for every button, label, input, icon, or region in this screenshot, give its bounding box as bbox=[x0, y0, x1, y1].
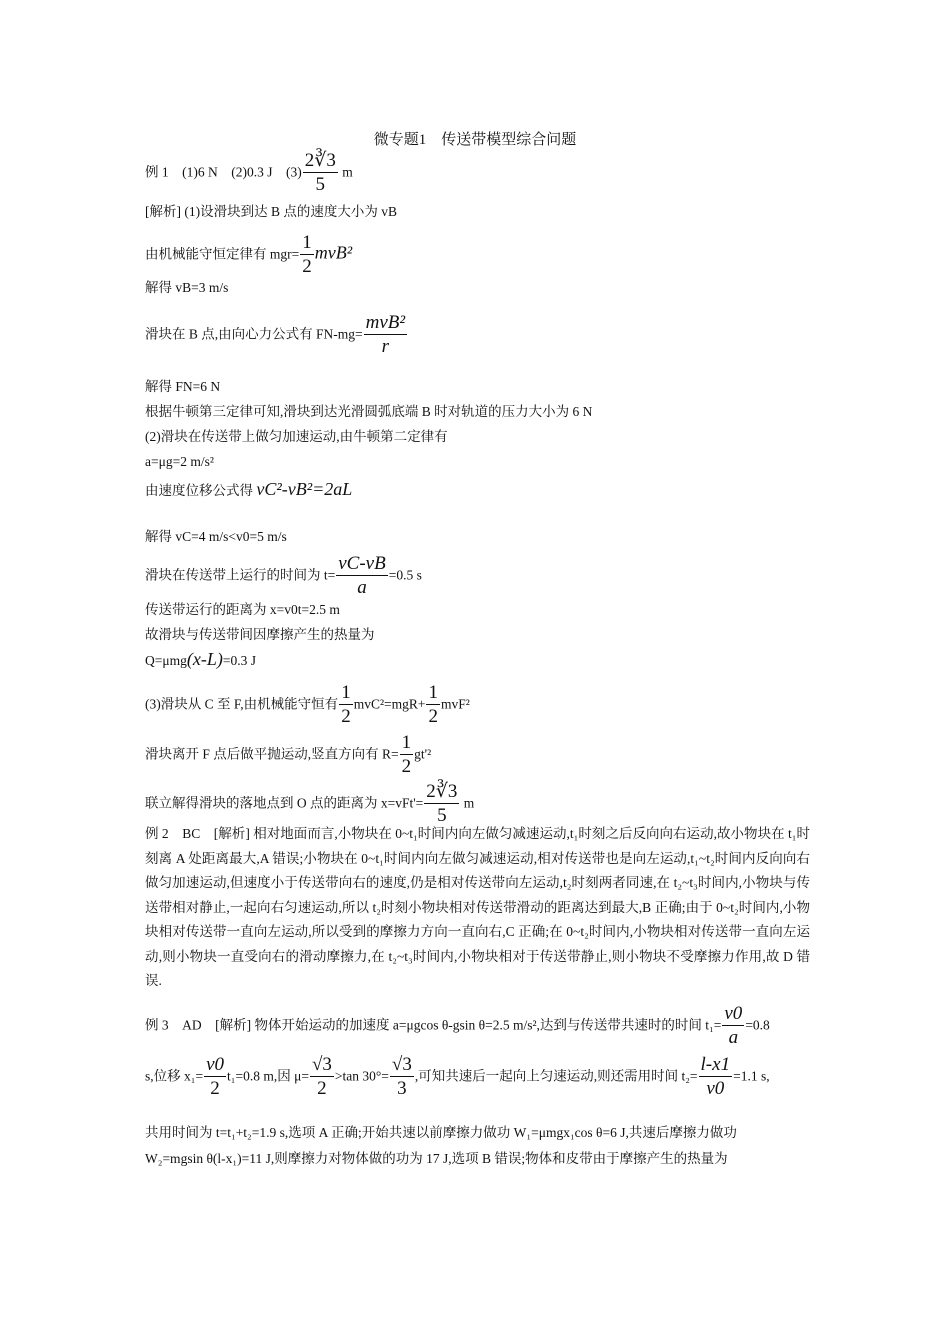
ex1-l5: 解得 FN=6 N bbox=[145, 379, 221, 394]
ex1-head-line bbox=[145, 150, 353, 197]
ex1-l14 bbox=[145, 650, 256, 670]
ex1-l2 bbox=[145, 232, 352, 279]
ex1-l7: (2)滑块在传送带上做匀加速运动,由牛顿第二定律有 bbox=[145, 429, 448, 444]
ex3-l1 bbox=[145, 1003, 770, 1050]
frac-num: mvB² bbox=[365, 312, 406, 333]
frac-den: 2 bbox=[428, 706, 438, 727]
ex3-l2-frac3 bbox=[390, 1054, 414, 1101]
ex1-l12: 传送带运行的距离为 x=v0t=2.5 m bbox=[145, 602, 340, 617]
page-title: 微专题1 传送带模型综合问题 bbox=[373, 132, 577, 148]
ex1-l2b: mvB² bbox=[314, 242, 353, 263]
ex1-ans3-unit: m bbox=[342, 164, 353, 180]
ex1-l16a: 滑块离开 F 点后做平抛运动,竖直方向有 R= bbox=[145, 746, 399, 762]
ex3-l2f: ,可知共速后一起向上匀速运动,则还需用时间 t₂= bbox=[414, 1068, 698, 1084]
ex1-l17-frac bbox=[424, 781, 459, 828]
frac-num: 1 bbox=[401, 732, 412, 753]
ex3-l2h: =1.1 s, bbox=[733, 1068, 770, 1084]
ex1-l11-frac bbox=[336, 553, 387, 600]
ex1-l11a: 滑块在传送带上运行的时间为 t= bbox=[145, 567, 336, 583]
half-frac bbox=[339, 682, 353, 729]
frac-num: 1 bbox=[428, 682, 438, 703]
frac-den: 2 bbox=[210, 1078, 220, 1099]
ex1-l15 bbox=[145, 682, 470, 729]
ex3-l2d: >tan 30°= bbox=[334, 1068, 389, 1084]
ex1-l4 bbox=[145, 312, 408, 359]
frac-den: r bbox=[381, 336, 390, 357]
ex1-l3: 解得 vB=3 m/s bbox=[145, 280, 229, 295]
ex1-l9 bbox=[145, 480, 352, 500]
ex1-l6: 根据牛顿第三定律可知,滑块到达光滑圆弧底端 B 时对轨道的压力大小为 6 N bbox=[145, 404, 593, 419]
frac-num: √3 bbox=[311, 1054, 332, 1075]
ex3-l1a: 例 3 AD [解析] 物体开始运动的加速度 a=μgcos θ-gsin θ=2.5 m/s²,达到与传送带共速时的时间 t₁= bbox=[145, 1017, 722, 1033]
ex3-l3: 共用时间为 t=t₁+t₂=1.9 s,选项 A 正确;开始共速以前摩擦力做功 W₁=μmgx₁cos θ=6 J,共速后摩擦力做功 bbox=[145, 1125, 737, 1140]
ex1-l4-frac bbox=[364, 312, 407, 359]
frac-den: v0 bbox=[706, 1078, 725, 1099]
half-frac bbox=[300, 232, 314, 279]
frac-den: 2 bbox=[317, 1078, 327, 1099]
ex1-l14c: =0.3 J bbox=[222, 653, 256, 668]
ex1-l11b: =0.5 s bbox=[388, 567, 422, 583]
ex2-text: 例 2 BC [解析] 相对地面而言,小物块在 0~t₁时间内向左做匀减速运动,t₁时刻之后反向向右运动,故小物块在 t₁时刻离 A 处距离最大,A 错误;小物块在 0~t₁时间内向左做匀减速运动,相对传送带也是向左运动,t₁~t₂时间内反向向右做匀加速运动,但速度小于传送带向右的速度,仍是相对传送带向左运动,t₂时刻两者同速,在 t₂~t₃时间内,小物块与传送带相对静止,一起向右匀速运动,所以 t₂时刻小物块相对传送带滑动的距离达到最大,B 正确;由于 0~t₂时间内,小物块相对传送带一直向左运动,所以受到的摩擦力方向一直向右,C 正确;在 0~t₂时间内,小物块相对传送带一直向左运动,则小物块一直受向右的滑动摩擦力,在 t₂~t₃时间内,小物块相对于传送带静止,则小物块不受摩擦力作用,故 D 错误. bbox=[145, 826, 810, 988]
ex3-l2b: t₁=0.8 m,因 μ= bbox=[227, 1068, 309, 1084]
frac-den: a bbox=[728, 1027, 739, 1048]
ex1-l15c: mvF² bbox=[440, 696, 470, 712]
frac-num: 1 bbox=[341, 682, 351, 703]
ex1-l17a: 联立解得滑块的落地点到 O 点的距离为 x=vFt'= bbox=[145, 795, 424, 811]
frac-den: 2 bbox=[401, 756, 412, 777]
ex1-l16 bbox=[145, 732, 431, 779]
ex1-l14b: (x-L) bbox=[186, 649, 223, 669]
ex3-l1b: =0.8 bbox=[745, 1017, 770, 1033]
ex1-l17 bbox=[145, 781, 474, 828]
ex3-l4: W₂=mgsin θ(l-x₁)=11 J,则摩擦力对物体做的功为 17 J,选项 B 错误;物体和皮带由于摩擦产生的热量为 bbox=[145, 1151, 728, 1166]
frac-den: 3 bbox=[397, 1078, 407, 1099]
frac-den: 2 bbox=[302, 256, 312, 277]
half-frac bbox=[400, 732, 414, 779]
half-frac bbox=[426, 682, 440, 729]
ex1-l4a: 滑块在 B 点,由向心力公式有 FN-mg= bbox=[145, 326, 363, 342]
ex1-l13: 故滑块与传送带间因摩擦产生的热量为 bbox=[145, 627, 375, 642]
ex1-l15b: mvC²=mgR+ bbox=[353, 696, 426, 712]
frac-num: 2∛3 bbox=[426, 781, 458, 802]
frac-num: v0 bbox=[206, 1054, 225, 1075]
ex1-l15a: (3)滑块从 C 至 F,由机械能守恒有 bbox=[145, 696, 339, 712]
frac-num: √3 bbox=[391, 1054, 412, 1075]
frac-den: a bbox=[357, 577, 367, 598]
frac-den: 5 bbox=[315, 174, 326, 195]
ex1-l1: [解析] (1)设滑块到达 B 点的速度大小为 vB bbox=[145, 204, 397, 219]
frac-num: l-x1 bbox=[700, 1054, 731, 1075]
ex1-l16b: gt'² bbox=[414, 746, 432, 762]
ex3-l2-frac4 bbox=[699, 1054, 733, 1101]
ex3-l2a: s,位移 x₁= bbox=[145, 1068, 204, 1084]
frac-den: 2 bbox=[341, 706, 351, 727]
ex3-l2-frac2 bbox=[310, 1054, 334, 1101]
ex1-l9b: vC²-vB²=2aL bbox=[256, 479, 353, 499]
ex1-l11 bbox=[145, 553, 422, 600]
ex1-head: 例 1 (1)6 N (2)0.3 J (3) bbox=[145, 164, 302, 180]
ex1-l10: 解得 vC=4 m/s<v0=5 m/s bbox=[145, 529, 287, 544]
ex1-l2a: 由机械能守恒定律有 mgr= bbox=[145, 246, 300, 262]
ex3-l1-frac bbox=[722, 1003, 744, 1050]
ex1-l9a: 由速度位移公式得 bbox=[145, 483, 257, 498]
frac-den: 5 bbox=[437, 805, 447, 826]
frac-num: 1 bbox=[302, 232, 312, 253]
frac-num: vC-vB bbox=[338, 553, 386, 574]
frac-num: 2∛3 bbox=[304, 150, 336, 171]
ex1-l14a: Q=μmg bbox=[145, 653, 187, 668]
ex1-ans3-frac bbox=[303, 150, 338, 197]
frac-num: v0 bbox=[724, 1003, 743, 1024]
ex1-l8: a=μg=2 m/s² bbox=[145, 454, 214, 469]
ex3-l2-frac1 bbox=[204, 1054, 226, 1101]
ex3-l2 bbox=[145, 1054, 770, 1101]
ex1-l17-unit: m bbox=[463, 795, 475, 811]
